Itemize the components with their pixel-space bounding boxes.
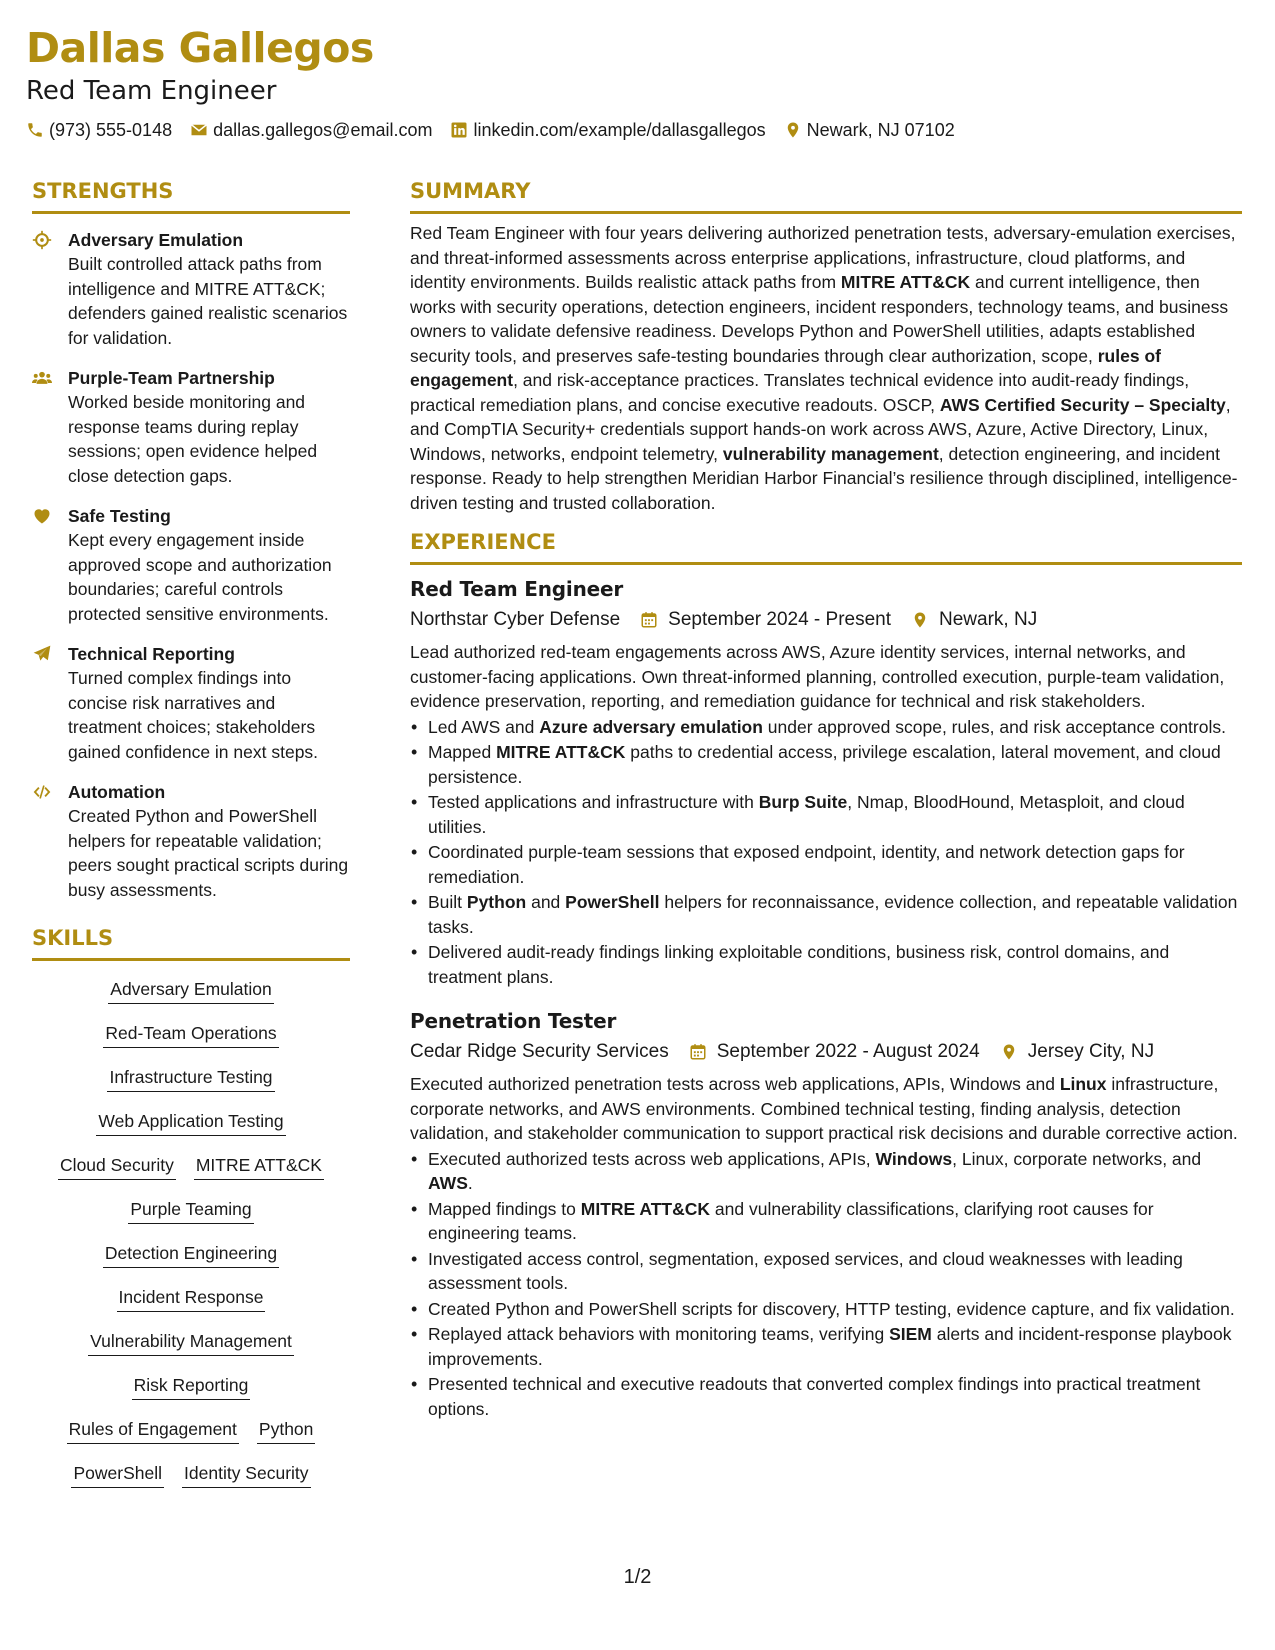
strength-item <box>32 780 350 902</box>
skill-tag: Infrastructure Testing <box>107 1065 274 1092</box>
contact-location <box>784 120 955 141</box>
job-location: Jersey City, NJ <box>1027 1041 1155 1062</box>
resume-header <box>26 22 1226 142</box>
location-text: Newark, NJ 07102 <box>806 119 955 140</box>
strength-description: Worked beside monitoring and response teams during replay sessions; open evidence helped close detection gaps. <box>68 392 318 486</box>
code-icon <box>32 780 54 902</box>
strength-item <box>32 504 350 626</box>
map-pin-icon <box>784 121 802 139</box>
right-column <box>410 177 1242 1421</box>
job-entry <box>410 575 1242 989</box>
skill-tag: Vulnerability Management <box>88 1329 294 1356</box>
summary-text: Red Team Engineer with four years delivering authorized penetration tests, adversary-emulation exercises, and threat-informed assessments across enterprise applications, infrastructure, cloud platforms, and identity environments. Builds realistic attack paths from MITRE ATT&CK and current intelligence, then works with security operations, detection engineers, incident responders, technology teams, and business owners to validate defensive readiness. Develops Python and PowerShell utilities, adapts established security tools, and preserves safe-testing boundaries through clear authorization, scope, rules of engagement, and risk-acceptance practices. Translates technical evidence into audit-ready findings, practical remediation plans, and concise executive readouts. OSCP, AWS Certified Security – Specialty, and CompTIA Security+ credentials support hands-on work across AWS, Azure, Active Directory, Linux, Windows, networks, endpoint telemetry, vulnerability management, detection engineering, and incident response. Ready to help strengthen Meridian Harbor Financial’s resilience through disciplined, intelligence-driven testing and trusted collaboration. <box>410 223 1238 513</box>
contact-bar <box>26 118 1226 142</box>
bullet-item: • Executed authorized tests across web applications, APIs, Windows, Linux, corporate networks, and AWS. <box>428 1147 1242 1196</box>
bullet-item: • Presented technical and executive readouts that converted complex findings into practical treatment options. <box>428 1372 1242 1421</box>
job-company: Cedar Ridge Security Services <box>410 1041 669 1062</box>
skill-row <box>32 977 350 1004</box>
map-pin-icon <box>1000 1043 1018 1061</box>
candidate-name: Dallas Gallegos <box>26 24 374 72</box>
skill-row <box>32 1197 350 1224</box>
skill-row <box>32 1021 350 1048</box>
strengths-list <box>32 228 350 902</box>
skill-tag: MITRE ATT&CK <box>194 1153 324 1180</box>
job-dates: September 2022 - August 2024 <box>716 1041 980 1062</box>
candidate-title: Red Team Engineer <box>26 76 277 106</box>
job-description: Executed authorized penetration tests across web applications, APIs, Windows and Linux infrastructure, corporate networks, and AWS environments. Combined technical testing, finding analysis, detection validation, and stakeholder communication to support practical risk decisions and durable corrective action. <box>410 1074 1238 1143</box>
strength-description: Built controlled attack paths from intelligence and MITRE ATT&CK; defenders gained realistic scenarios for validation. <box>68 254 348 348</box>
bullet-item: • Created Python and PowerShell scripts for discovery, HTTP testing, evidence capture, and fix validation. <box>428 1297 1242 1322</box>
skill-tag: Cloud Security <box>58 1153 176 1180</box>
strength-item <box>32 228 350 350</box>
strength-description: Created Python and PowerShell helpers for repeatable validation; peers sought practical scripts during busy assessments. <box>68 806 349 900</box>
skill-row <box>32 1417 350 1444</box>
summary-heading: SUMMARY <box>410 177 1242 214</box>
skill-row <box>32 1153 350 1180</box>
calendar-icon <box>689 1043 707 1061</box>
skill-tag: Detection Engineering <box>103 1241 279 1268</box>
map-pin-icon <box>911 611 929 629</box>
job-dates: September 2024 - Present <box>668 609 892 630</box>
skill-row <box>32 1461 350 1488</box>
bullet-item: • Mapped MITRE ATT&CK paths to credential access, privilege escalation, lateral movement, and cloud persistence. <box>428 740 1242 789</box>
job-company: Northstar Cyber Defense <box>410 609 621 630</box>
skill-tag: Adversary Emulation <box>108 977 273 1004</box>
bullet-item: • Delivered audit-ready findings linking exploitable conditions, business risk, control domains, and treatment plans. <box>428 940 1242 989</box>
bullet-item: • Built Python and PowerShell helpers for reconnaissance, evidence collection, and repeatable validation tasks. <box>428 890 1242 939</box>
skill-tag: Purple Teaming <box>128 1197 253 1224</box>
page-number: 1/2 <box>623 1566 652 1588</box>
skills-section <box>32 924 350 1488</box>
job-title: Red Team Engineer <box>410 577 623 601</box>
contact-email[interactable] <box>190 120 432 141</box>
strengths-section <box>32 177 350 902</box>
phone-icon <box>26 121 44 139</box>
strength-title: Automation <box>68 782 166 802</box>
skill-row <box>32 1329 350 1356</box>
experience-heading: EXPERIENCE <box>410 528 1242 565</box>
strength-title: Purple-Team Partnership <box>68 368 275 388</box>
strength-title: Safe Testing <box>68 506 171 526</box>
linkedin-text: linkedin.com/example/dallasgallegos <box>473 119 766 140</box>
skill-tag: Rules of Engagement <box>67 1417 239 1444</box>
calendar-icon <box>640 611 658 629</box>
skill-row <box>32 1109 350 1136</box>
job-description: Lead authorized red-team engagements across AWS, Azure identity services, internal networks, and customer-facing applications. Own threat-informed planning, controlled execution, purple-team validation, evidence preservation, reporting, and remediation guidance for technical and risk stakeholders. <box>410 642 1225 711</box>
skill-row <box>32 1373 350 1400</box>
email-text: dallas.gallegos@email.com <box>213 119 433 140</box>
skill-tag: Web Application Testing <box>96 1109 285 1136</box>
contact-linkedin[interactable] <box>450 120 765 141</box>
left-column <box>32 177 350 1488</box>
linkedin-icon <box>450 121 468 139</box>
bullet-item: • Tested applications and infrastructure with Burp Suite, Nmap, BloodHound, Metasploit, and cloud utilities. <box>428 790 1242 839</box>
job-meta <box>410 1038 1242 1066</box>
phone-text: (973) 555-0148 <box>49 119 173 140</box>
experience-section <box>410 528 1242 1421</box>
skills-heading: SKILLS <box>32 924 350 961</box>
heart-icon <box>32 504 54 626</box>
skill-tag: Identity Security <box>182 1461 311 1488</box>
paper-plane-icon <box>32 642 54 764</box>
skill-row <box>32 1285 350 1312</box>
skill-tag: PowerShell <box>71 1461 164 1488</box>
job-bullets <box>410 715 1242 990</box>
envelope-icon <box>190 121 208 139</box>
users-icon <box>32 366 54 488</box>
skill-tag: Python <box>257 1417 315 1444</box>
bullet-item: • Investigated access control, segmentation, exposed services, and cloud weaknesses with leading assessment tools. <box>428 1247 1242 1296</box>
bullet-item: • Replayed attack behaviors with monitoring teams, verifying SIEM alerts and incident-response playbook improvements. <box>428 1322 1242 1371</box>
job-title: Penetration Tester <box>410 1009 617 1033</box>
strength-description: Turned complex findings into concise risk narratives and treatment choices; stakeholders gained confidence in next steps. <box>68 668 319 762</box>
strength-description: Kept every engagement inside approved scope and authorization boundaries; careful controls protected sensitive environments. <box>68 530 332 624</box>
strength-item <box>32 366 350 488</box>
crosshair-icon <box>32 228 54 350</box>
skill-tag: Incident Response <box>117 1285 266 1312</box>
skill-row <box>32 1065 350 1092</box>
bullet-item: • Coordinated purple-team sessions that exposed endpoint, identity, and network detection gaps for remediation. <box>428 840 1242 889</box>
bullet-item: • Mapped findings to MITRE ATT&CK and vulnerability classifications, clarifying root causes for engineering teams. <box>428 1197 1242 1246</box>
job-entry <box>410 1007 1242 1421</box>
strength-title: Technical Reporting <box>68 644 235 664</box>
job-bullets <box>410 1147 1242 1422</box>
job-list <box>410 575 1242 1421</box>
bullet-item: • Led AWS and Azure adversary emulation under approved scope, rules, and risk acceptance controls. <box>428 715 1242 740</box>
summary-section <box>410 177 1242 515</box>
job-meta <box>410 606 1242 634</box>
strengths-heading: STRENGTHS <box>32 177 350 214</box>
strength-item <box>32 642 350 764</box>
skill-row <box>32 1241 350 1268</box>
strength-title: Adversary Emulation <box>68 230 244 250</box>
skills-list <box>32 977 350 1488</box>
contact-phone[interactable] <box>26 120 172 141</box>
skill-tag: Risk Reporting <box>132 1373 251 1400</box>
job-location: Newark, NJ <box>939 609 1038 630</box>
skill-tag: Red-Team Operations <box>103 1021 278 1048</box>
